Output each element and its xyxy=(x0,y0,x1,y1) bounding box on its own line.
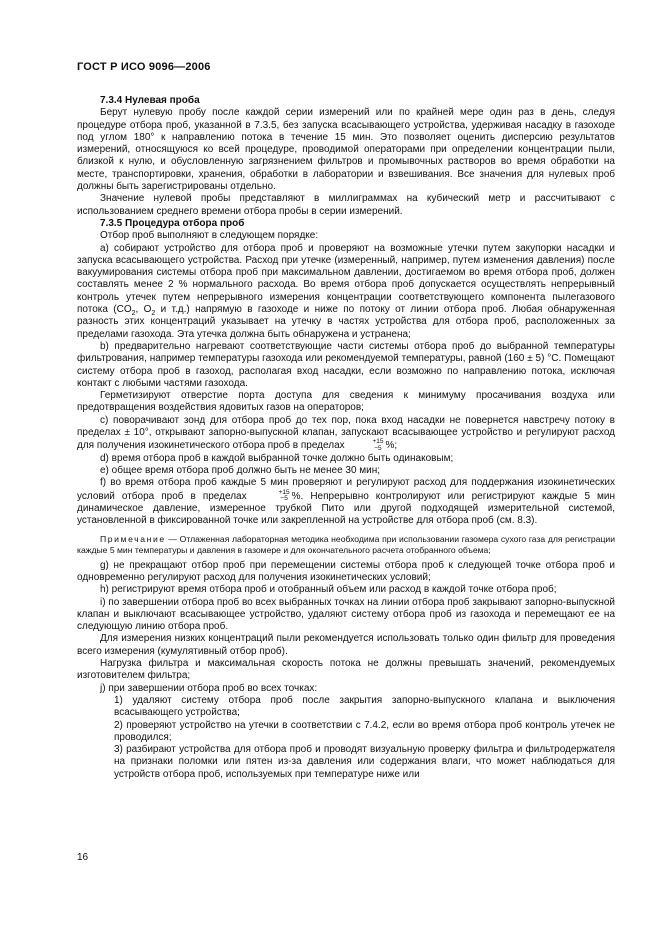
list-item-c: с) поворачивают зонд для отбора проб до тех пор, пока вход насадки не повернется навстречу потоку в пределах ± 10°, открывают запорно-выпускной клапан, запускают всасывающее устройство и регулируют расход для получения изокинетического отбора проб в пределах +15 −5 %; xyxy=(77,414,615,452)
list-item-e: е) общее время отбора проб должно быть не менее 30 мин; xyxy=(100,465,381,477)
paragraph: Для измерения низких концентраций пыли рекомендуется использовать только один фильтр для проведения всего измерения (кумулятивный отбор проб). xyxy=(77,633,615,657)
list-item-j: j) при завершении отбора проб во всех точках: xyxy=(100,682,318,694)
page-number: 16 xyxy=(77,852,89,863)
paragraph: Берут нулевую пробу после каждой серии измерений или по крайней мере один раз в день, следуя процедуре отбора проб, указанной в 7.3.5, без запуска всасывающего устройства, удерживая насадку в газоходе под углом 180° к направлению потока в течение 15 мин. Это позволяет оценить дисперсию результатов измерений, относящуюся ко всей процедуре, проводимой операторами при определении концентрации пыли, близкой к нулю, и обусловленную загрязнением фильтров и промывочных растворов во время обработки на месте, транспортировки, хранения, обработки в лаборатории и взвешивания. Все значения для нулевых проб должны быть зарегистрированы отдельно. xyxy=(77,107,615,193)
list-item-h: h) регистрируют время отбора проб и отобранный объем или расход в каждой точке отбора проб; xyxy=(100,584,557,596)
tolerance-fraction: +15 −5 xyxy=(278,488,290,503)
note: Примечание — Отлаженная лабораторная методика необходима при использовании газомера сухого газа для регистрации каждые 5 мин температуры и давления в газомере и для окончательного расчета отобранного объема; xyxy=(77,533,615,555)
paragraph: Значение нулевой пробы представляют в миллиграммах на кубический метр и рассчитывают с использованием среднего времени отбора пробы в серии измерений. xyxy=(77,193,615,217)
paragraph: Отбор проб выполняют в следующем порядке: xyxy=(100,230,319,242)
list-item-j2: 2) проверяют устройство на утечки в соответствии с 7.4.2, если во время отбора проб контроль утечек не проводился; xyxy=(114,719,615,743)
list-item-d: d) время отбора проб в каждой выбранной точке должно быть одинаковым; xyxy=(100,452,454,464)
section-7-3-5-heading: 7.3.5 Процедура отбора проб xyxy=(100,217,245,229)
document-body xyxy=(77,95,615,781)
list-item-g: g) не прекращают отбор проб при перемещении системы отбора проб к следующей точке отбора проб и одновременно регулируют расход для получения изокинетических условий; xyxy=(77,559,615,583)
list-item-f: f) во время отбора проб каждые 5 мин проверяют и регулируют расход для поддержания изокинетических условий отбора проб в пределах +15 −5 %. Непрерывно контролируют или регистрируют каждые 5 мин динамическое давление, измеренное трубкой Пито или другой подходящей измерительной системой, установленной в фиксированной точке или закрепленной на устройстве для отбора проб (см. 8.3). xyxy=(77,477,616,527)
paragraph: Нагрузка фильтра и максимальная скорость потока не должны превышать значений, рекомендуемых изготовителем фильтра; xyxy=(77,658,615,682)
list-item-j1: 1) удаляют систему отбора проб после закрытия запорно-выпускного клапана и выключения всасывающего устройства; xyxy=(114,694,615,719)
list-item-b: b) предварительно нагревают соответствующие части системы отбора проб до выбранной температуры фильтрования, например температуры газохода или рекомендуемой температуры, равной (160 ± 5) °С. Помещают систему отбора проб в газоход, располагая вход насадки, если возможно по направлению потока, исключая контакт с любыми частями газохода. xyxy=(77,340,615,389)
list-item-j3: 3) разбирают устройства для отбора проб и проводят визуальную проверку фильтра и фильтродержателя на признаки поломки или пятен из-за давления или содержания влаги, что может наблюдаться для устройств отбора проб, используемых при температуре ниже или xyxy=(114,744,615,780)
list-item-a: а) собирают устройство для отбора проб и проверяют на возможные утечки путем закупорки насадки и запуска всасывающего устройства. Расход при утечке (измеренный, например, путем изменения давления) после вакуумирования системы отбора проб при максимальном давлении, достигаемом во время отбора проб, должен составлять менее 2 % нормального расхода. Во время отбора проб допускается осуществлять непрерывный контроль утечек путем непрерывного измерения концентрации соответствующего компонента пылегазового потока ($CO_2$, $O_2$ и т.д.) напрямую в газоходе и ниже по потоку от линии отбора проб. Любая обнаруженная разность этих концентраций указывает на утечку в частях устройства для отбора проб, расположенных за пределами газохода. Эта утечка должна быть обнаружена и устранена; xyxy=(77,242,615,340)
section-7-3-4-heading: 7.3.4 Нулевая проба xyxy=(100,95,200,106)
paragraph: Герметизируют отверстие порта доступа для сведения к минимуму просачивания воздуха или предотвращения воздействия ядовитых газов на операторов; xyxy=(77,390,615,414)
list-item-i: i) по завершении отбора проб во всех выбранных точках на линии отбора проб закрывают запорно-выпускной клапан и выключают всасывающее устройство, удаляют систему отбора проб из газохода и перемещают ее на следующую линию отбора проб. xyxy=(77,596,615,633)
tolerance-fraction: +15 −5 xyxy=(372,438,384,452)
document-header: ГОСТ Р ИСО 9096—2006 xyxy=(77,61,211,73)
